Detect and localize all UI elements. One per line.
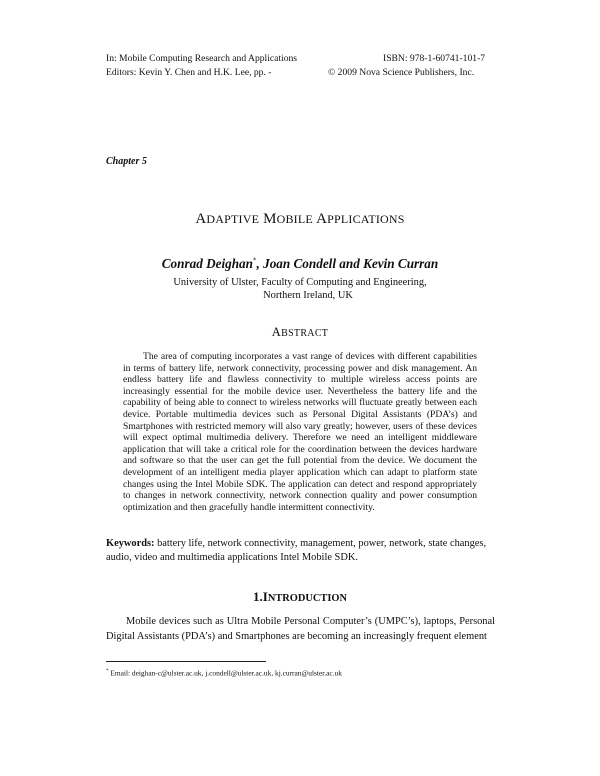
abstract-heading-rest: BSTRACT: [281, 328, 329, 339]
keywords-text: battery life, network connectivity, management, power, network, state changes, audio, video and multimedia applications Intel Mobile SDK.: [106, 538, 487, 563]
editors-line: Editors: Kevin Y. Chen and H.K. Lee, pp. -: [106, 67, 272, 78]
author-footnote-mark: *: [253, 256, 257, 265]
author-rest: , Joan Condell and Kevin Curran: [256, 256, 439, 271]
title-rest-1: DAPTIVE: [206, 212, 260, 226]
book-title-line: In: Mobile Computing Research and Applications: [106, 53, 298, 64]
affiliation-line-2: Northern Ireland, UK: [263, 290, 353, 301]
abstract-text: The area of computing incorporates a vast range of devices with different capabilities in terms of battery life, network connectivity, processing power and disk management. An endless battery life and flawless connectivity to multiple wireless access points are increasingly essential for the mobile device user. Nevertheless the battery life and the capability of being able to connect to wireless networks will fluctuate greatly between each device. Portable multimedia devices such as Personal Digital Assistants (PDA’s) and Smartphones with restricted memory will also vary greatly; however, users of these devices will expect optimal multimedia delivery. Therefore we need an intelligent middleware application that will take a critical role for the coordination between the devices hardware and software so that the user can get the full potential from the device. We document the development of an intelligent media player application which can adapt to platform state changes using the Intel Mobile SDK. The application can detect and respond appropriately to changes in network connectivity, network connection quality and power consumption optimization and then gracefully handle intermittent connectivity.: [123, 351, 477, 513]
running-header-left: [106, 52, 297, 80]
keywords-label: Keywords:: [106, 538, 155, 549]
title-cap-1: A: [195, 211, 207, 227]
affiliation-line-1: University of Ulster, Faculty of Computing and Engineering,: [173, 277, 427, 288]
title-cap-3: A: [316, 211, 328, 227]
isbn-line: ISBN: 978-1-60741-101-7: [383, 53, 486, 64]
keywords: [106, 537, 496, 565]
running-header-right: [328, 52, 485, 80]
paper-title: [0, 211, 600, 228]
section-number: 1.: [253, 589, 263, 604]
author-list: [0, 256, 600, 272]
footnote-text: Email: deighan-c@ulster.ac.uk, j.condell@ulster.ac.uk, kj.curran@ulster.ac.uk: [108, 668, 342, 678]
footnote-mark: *: [106, 669, 109, 674]
title-cap-2: M: [263, 211, 277, 227]
author-first: Conrad Deighan: [161, 256, 253, 271]
footnote: [106, 667, 342, 678]
title-rest-3: PPLICATIONS: [327, 212, 405, 226]
abstract-heading: [0, 325, 600, 340]
copyright-line: © 2009 Nova Science Publishers, Inc.: [328, 67, 475, 78]
affiliation: [0, 276, 600, 302]
footnote-rule: [106, 661, 266, 662]
section-heading-rest: NTRODUCTION: [267, 593, 347, 604]
introduction-paragraph: Mobile devices such as Ultra Mobile Personal Computer’s (UMPC’s), laptops, Personal Digital Assistants (PDA’s) and Smartphones are becoming an increasingly frequent element: [106, 616, 495, 642]
section-heading-introduction: [0, 589, 600, 605]
abstract-heading-cap: A: [271, 325, 282, 339]
chapter-label: Chapter 5: [106, 156, 147, 167]
title-rest-2: OBILE: [276, 212, 313, 226]
section-heading-cap: I: [262, 589, 268, 604]
